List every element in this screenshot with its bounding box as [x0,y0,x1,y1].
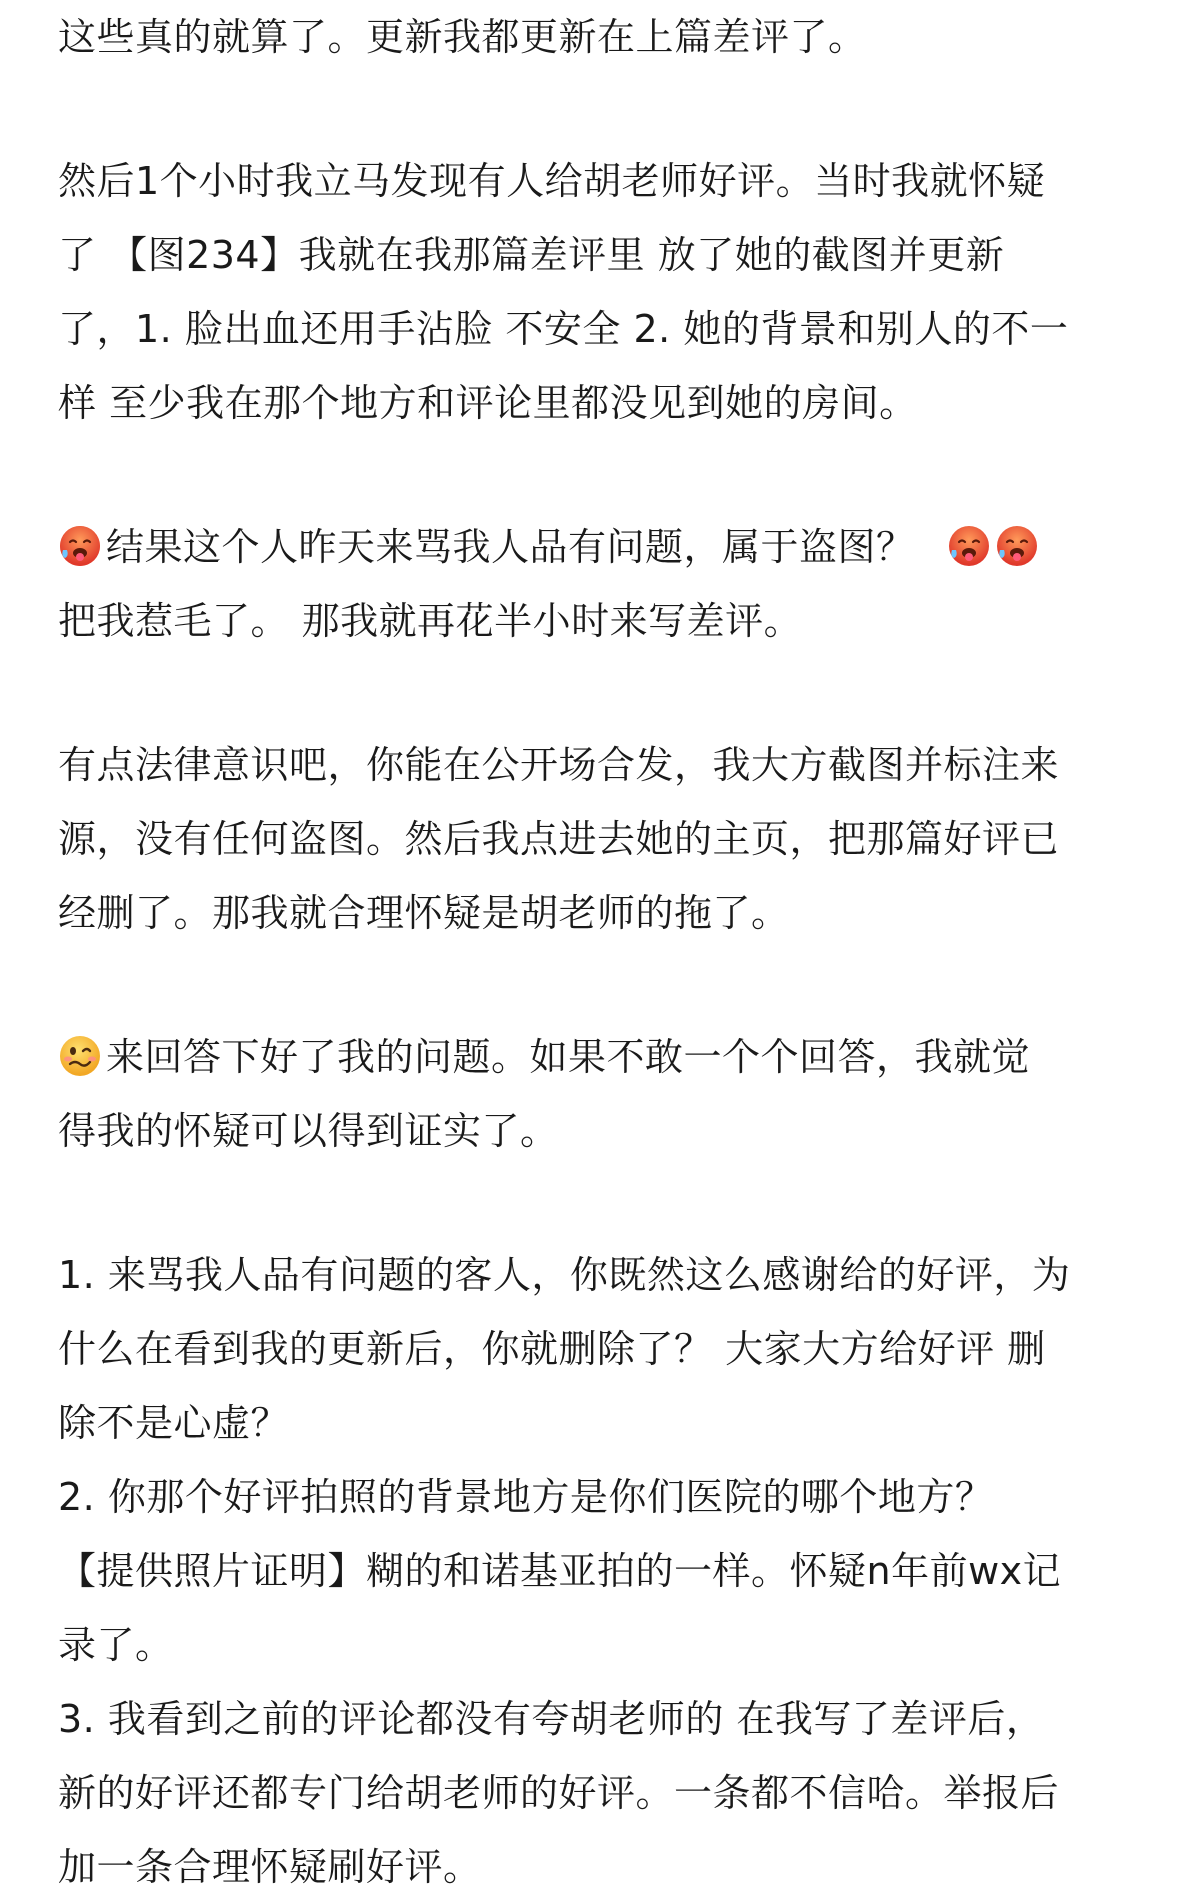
post-text: 结果这个人昨天来骂我人品有问题，属于盗图？ [106,525,915,569]
text-line: 样 至少我在那个地方和评论里都没见到她的房间。 [58,381,918,425]
text-line: 2. 你那个好评拍照的背景地方是你们医院的哪个地方？ [58,1475,994,1519]
paragraph-gap [58,74,1158,144]
text-line: 有点法律意识吧，你能在公开场合发，我大方截图并标注来 [58,743,1060,787]
text-line: 这些真的就算了。更新我都更新在上篇差评了。 [58,15,867,59]
paragraph-gap [58,440,1158,510]
paragraph-gap [58,658,1158,728]
text-line: 然后1个小时我立马发现有人给胡老师好评。当时我就怀疑 [58,159,1046,203]
text-line: 经删了。那我就合理怀疑是胡老师的拖了。 [58,891,790,935]
hot-face-emoji-icon [58,524,102,568]
text-line: 得我的怀疑可以得到证实了。 [58,1109,559,1153]
text-line: 3. 我看到之前的评论都没有夸胡老师的 在我写了差评后， [58,1697,1045,1741]
text-line: 了，1. 脸出血还用手沾脸 不安全 2. 她的背景和别人的不一 [58,307,1069,351]
hot-face-emoji-icon [995,524,1039,568]
text-line: 源，没有任何盗图。然后我点进去她的主页，把那篇好评已 [58,817,1060,861]
text-line: 录了。 [58,1623,174,1667]
text-line: 把我惹毛了。 那我就再花半小时来写差评。 [58,599,803,643]
paragraph-gap [58,950,1158,1020]
woozy-face-emoji-icon [58,1034,102,1078]
post-text: 来回答下好了我的问题。如果不敢一个个回答，我就觉 [106,1035,1031,1079]
text-line: 1. 来骂我人品有问题的客人，你既然这么感谢给的好评，为 [58,1253,1071,1297]
text-line: 了 【图234】我就在我那篇差评里 放了她的截图并更新 [58,233,1005,277]
text-line: 【提供照片证明】糊的和诺基亚拍的一样。怀疑n年前wx记 [58,1549,1062,1593]
text-line: 什么在看到我的更新后，你就删除了？ 大家大方给好评 删 [58,1327,1046,1371]
post-body [58,0,1158,1904]
hot-face-emoji-icon [947,524,991,568]
text-line: 除不是心虚？ [58,1401,290,1445]
text-line: 新的好评还都专门给胡老师的好评。一条都不信哈。举报后 [58,1771,1060,1815]
text-line: 加一条合理怀疑刷好评。 [58,1845,482,1889]
text-line [58,1020,1158,1094]
paragraph-gap [58,1168,1158,1238]
text-line [58,510,1158,584]
